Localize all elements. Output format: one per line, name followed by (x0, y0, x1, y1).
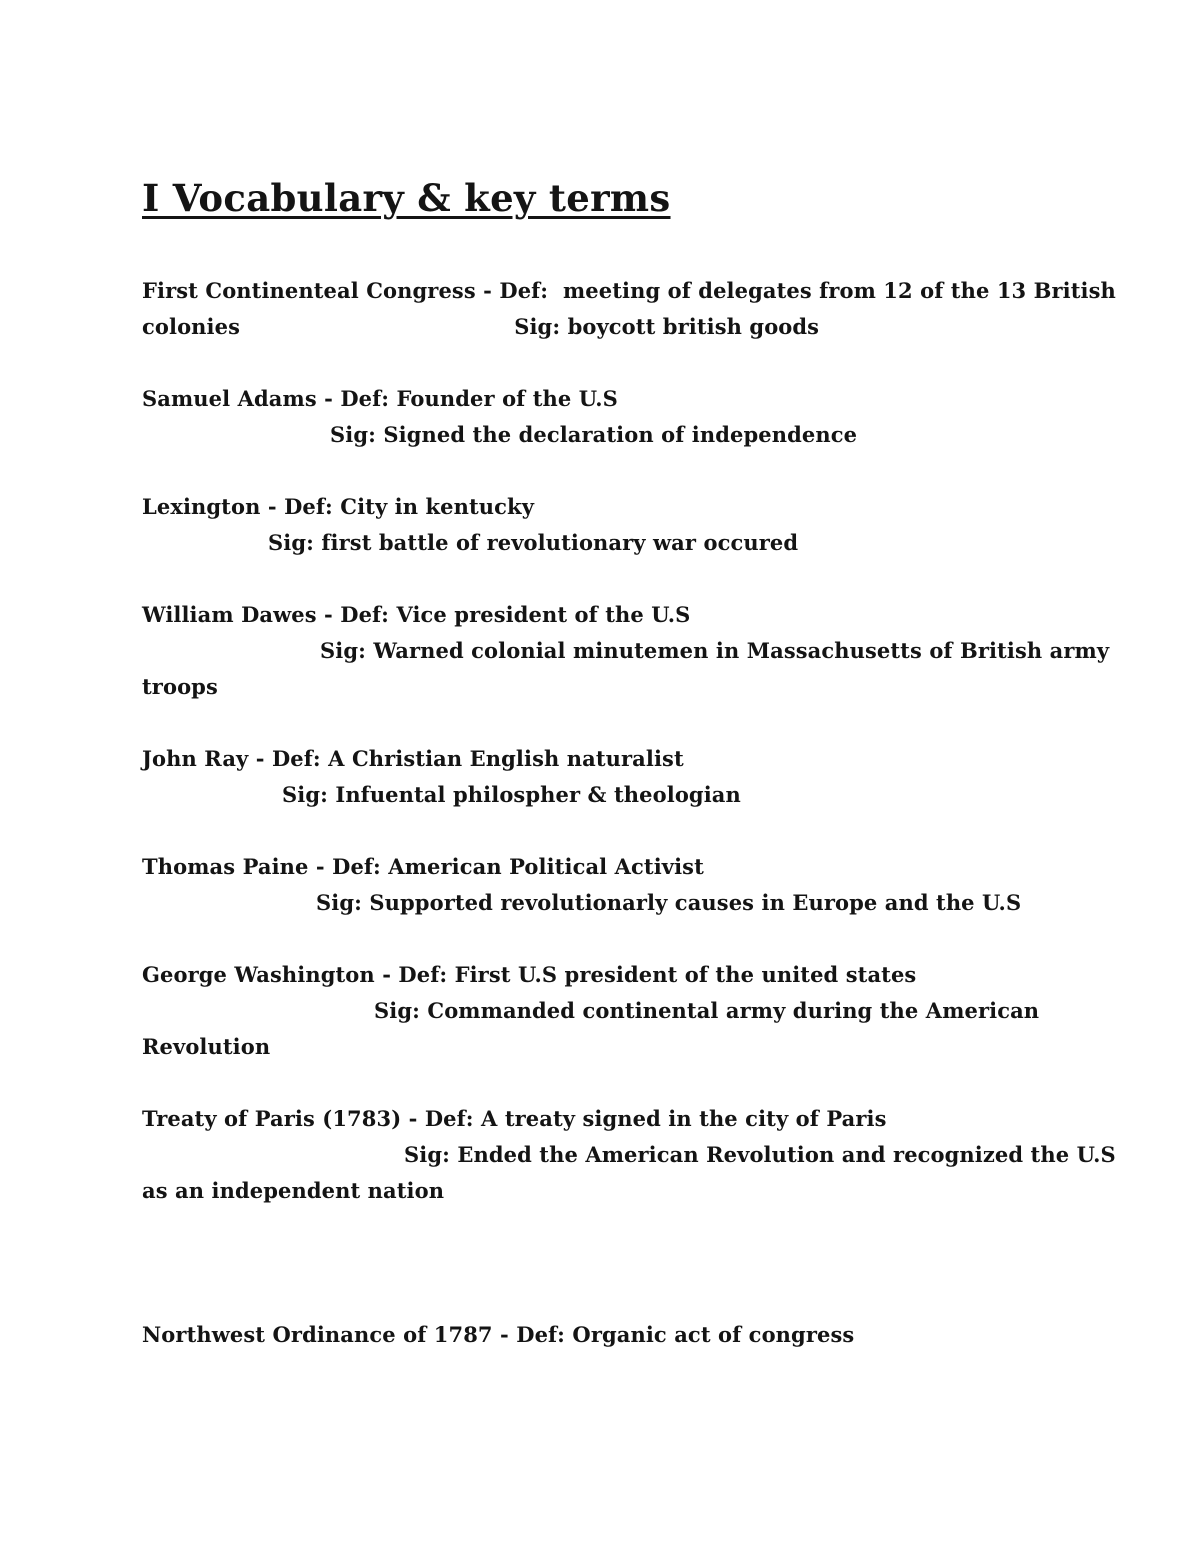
entry-line: Revolution (142, 1034, 271, 1059)
entry-line: George Washington - Def: First U.S president of the united states (142, 962, 917, 987)
entry-line: Sig: Supported revolutionarly causes in Europe and the U.S (316, 890, 1022, 915)
entry-line: as an independent nation (142, 1178, 445, 1203)
entry-line: Sig: Warned colonial minutemen in Massachusetts of British army (320, 638, 1110, 663)
entry-line: Thomas Paine - Def: American Political Activist (142, 854, 704, 879)
entry-line: Lexington - Def: City in kentucky (142, 494, 535, 519)
entry-line: William Dawes - Def: Vice president of the U.S (142, 602, 691, 627)
entry-line: Treaty of Paris (1783) - Def: A treaty signed in the city of Paris (142, 1106, 887, 1131)
entry-line: Sig: first battle of revolutionary war occured (268, 530, 799, 555)
entry-line: Samuel Adams - Def: Founder of the U.S (142, 386, 618, 411)
entry-line: First Continenteal Congress - Def: meeting of delegates from 12 of the 13 British (142, 278, 1116, 303)
entry-line: Sig: Ended the American Revolution and recognized the U.S (404, 1142, 1116, 1167)
section-heading: I Vocabulary & key terms (142, 176, 671, 220)
entry-line: Sig: Signed the declaration of independence (330, 422, 858, 447)
entry-line: colonies Sig: boycott british goods (142, 314, 820, 339)
entry-line: John Ray - Def: A Christian English naturalist (142, 746, 684, 771)
entry-line: troops (142, 674, 218, 699)
entry-line: Sig: Commanded continental army during the American (374, 998, 1040, 1023)
entry-line: Sig: Infuental philospher & theologian (282, 782, 741, 807)
entry-line: Northwest Ordinance of 1787 - Def: Organic act of congress (142, 1322, 855, 1347)
